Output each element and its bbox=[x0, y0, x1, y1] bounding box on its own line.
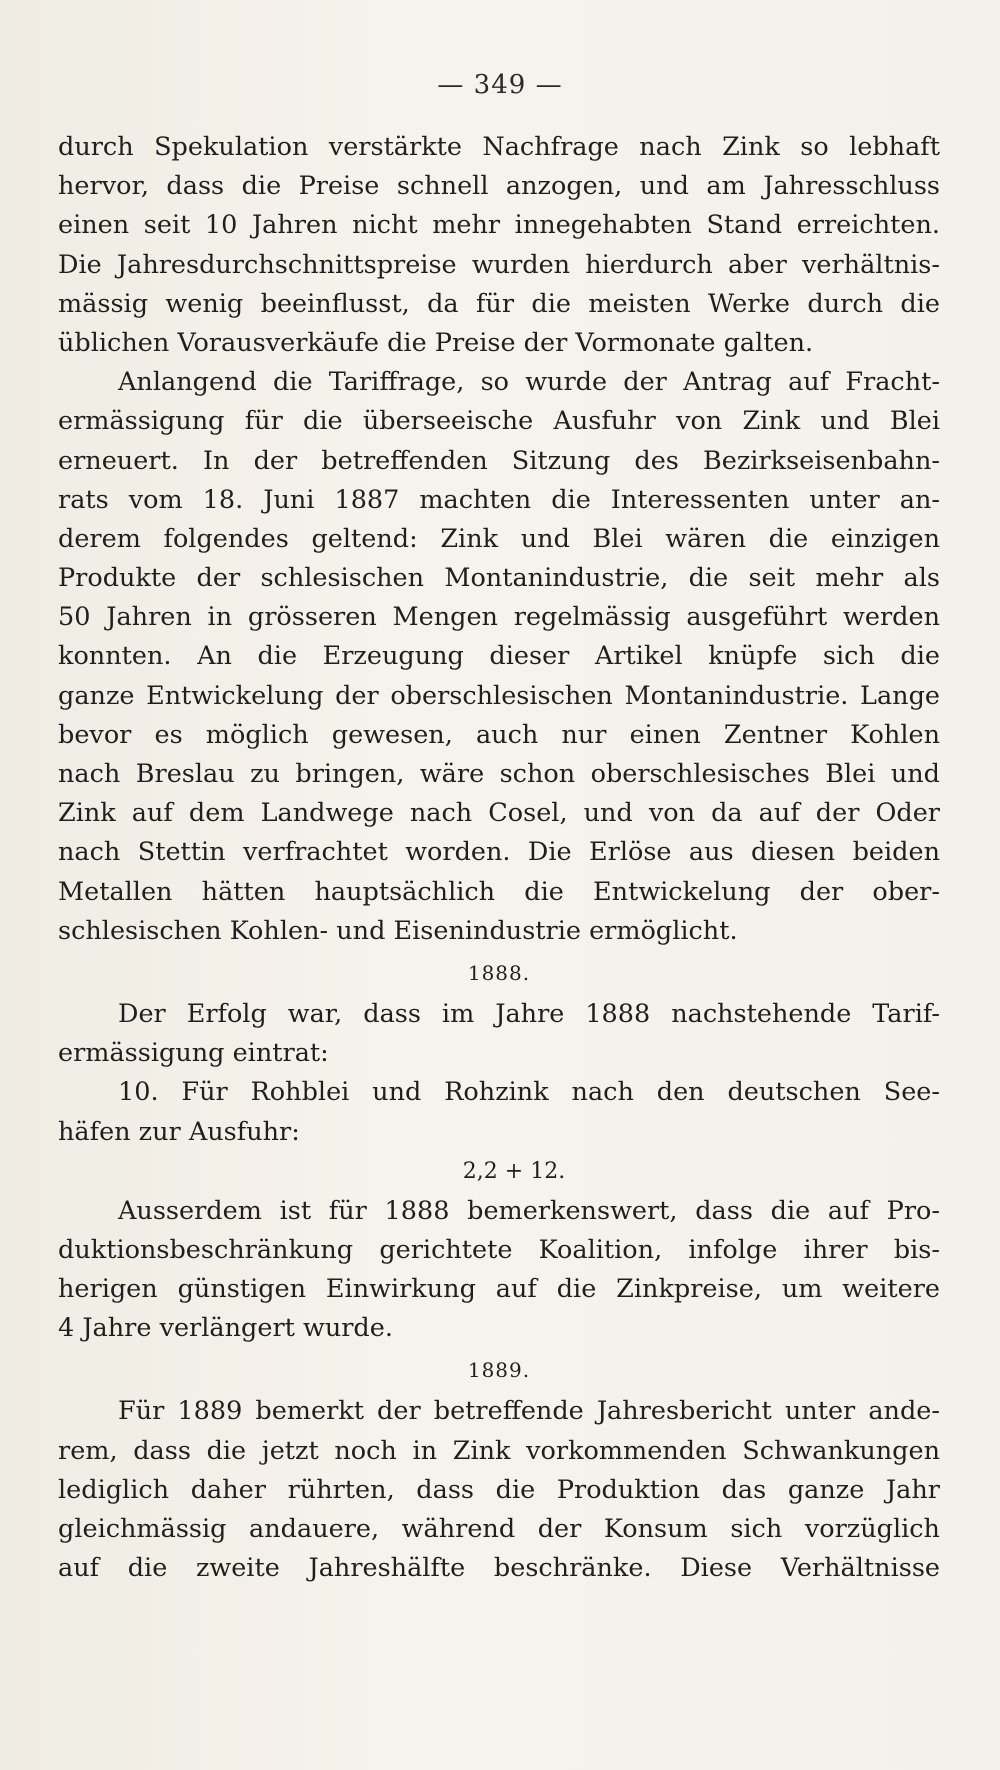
text-line: 4 Jahre verlängert wurde. bbox=[58, 1313, 393, 1344]
text-line: derem folgendes geltend: Zink und Blei wären die einzigen bbox=[58, 523, 940, 554]
text-line: rem, dass die jetzt noch in Zink vorkommenden Schwankungen bbox=[58, 1435, 940, 1466]
text-line: erneuert. In der betreffenden Sitzung des Bezirkseisenbahn- bbox=[58, 445, 940, 476]
text-line: hervor, dass die Preise schnell anzogen, und am Jahresschluss bbox=[58, 171, 940, 202]
section-heading-1889: 1889. bbox=[467, 1358, 531, 1383]
text-line: Die Jahresdurchschnittspreise wurden hierdurch aber verhältnis- bbox=[58, 249, 940, 280]
text-line: Zink auf dem Landwege nach Cosel, und von da auf der Oder bbox=[58, 798, 940, 829]
text-line: rats vom 18. Juni 1887 machten die Interessenten unter an- bbox=[58, 484, 940, 515]
text-line: ermässigung für die überseeische Ausfuhr von Zink und Blei bbox=[58, 406, 940, 437]
text-line: schlesischen Kohlen- und Eisenindustrie ermöglicht. bbox=[58, 915, 738, 946]
text-line: ermässigung eintrat: bbox=[58, 1038, 329, 1069]
text-line: nach Breslau zu bringen, wäre schon oberschlesisches Blei und bbox=[58, 759, 940, 789]
text-line: duktionsbeschränkung gerichtete Koalition, infolge ihrer bis- bbox=[58, 1234, 940, 1265]
text-line: Anlangend die Tariffrage, so wurde der Antrag auf Fracht- bbox=[118, 367, 940, 398]
text-line: konnten. An die Erzeugung dieser Artikel knüpfe sich die bbox=[58, 641, 940, 672]
text-line: lediglich daher rührten, dass die Produktion das ganze Jahr bbox=[58, 1474, 940, 1505]
text-line: durch Spekulation verstärkte Nachfrage nach Zink so lebhaft bbox=[58, 132, 940, 162]
text-line: 50 Jahren in grösseren Mengen regelmässig ausgeführt werden bbox=[58, 602, 940, 633]
text-line: bevor es möglich gewesen, auch nur einen Zentner Kohlen bbox=[58, 719, 940, 750]
text-line: Metallen hätten hauptsächlich die Entwickelung der ober- bbox=[58, 876, 940, 907]
text-line: 10. Für Rohblei und Rohzink nach den deutschen See- bbox=[118, 1077, 940, 1108]
section-heading-1888: 1888. bbox=[467, 960, 531, 985]
page-number: — 349 — bbox=[437, 70, 563, 100]
text-line: einen seit 10 Jahren nicht mehr innegehabten Stand erreichten. bbox=[58, 210, 940, 241]
formula-text: 2,2 + 12. bbox=[462, 1158, 566, 1184]
text-line: mässig wenig beeinflusst, da für die meisten Werke durch die bbox=[58, 288, 940, 319]
page-text bbox=[58, 128, 940, 1588]
text-line: Für 1889 bemerkt der betreffende Jahresbericht unter ande- bbox=[118, 1396, 940, 1427]
text-line: häfen zur Ausfuhr: bbox=[58, 1116, 300, 1147]
text-line: Ausserdem ist für 1888 bemerkenswert, dass die auf Pro- bbox=[118, 1195, 940, 1226]
text-line: auf die zweite Jahreshälfte beschränke. Diese Verhältnisse bbox=[58, 1553, 940, 1584]
text-line: Der Erfolg war, dass im Jahre 1888 nachstehende Tarif- bbox=[118, 998, 940, 1029]
text-line: gleichmässig andauere, während der Konsum sich vorzüglich bbox=[58, 1514, 940, 1544]
text-line: Produkte der schlesischen Montanindustrie, die seit mehr als bbox=[58, 563, 940, 594]
tariff-formula bbox=[58, 1152, 940, 1192]
text-line: nach Stettin verfrachtet worden. Die Erlöse aus diesen beiden bbox=[58, 837, 940, 868]
text-line: ganze Entwickelung der oberschlesischen Montanindustrie. Lange bbox=[58, 680, 940, 711]
text-line: herigen günstigen Einwirkung auf die Zinkpreise, um weitere bbox=[58, 1274, 940, 1305]
text-line: üblichen Vorausverkäufe die Preise der Vormonate galten. bbox=[58, 327, 814, 358]
